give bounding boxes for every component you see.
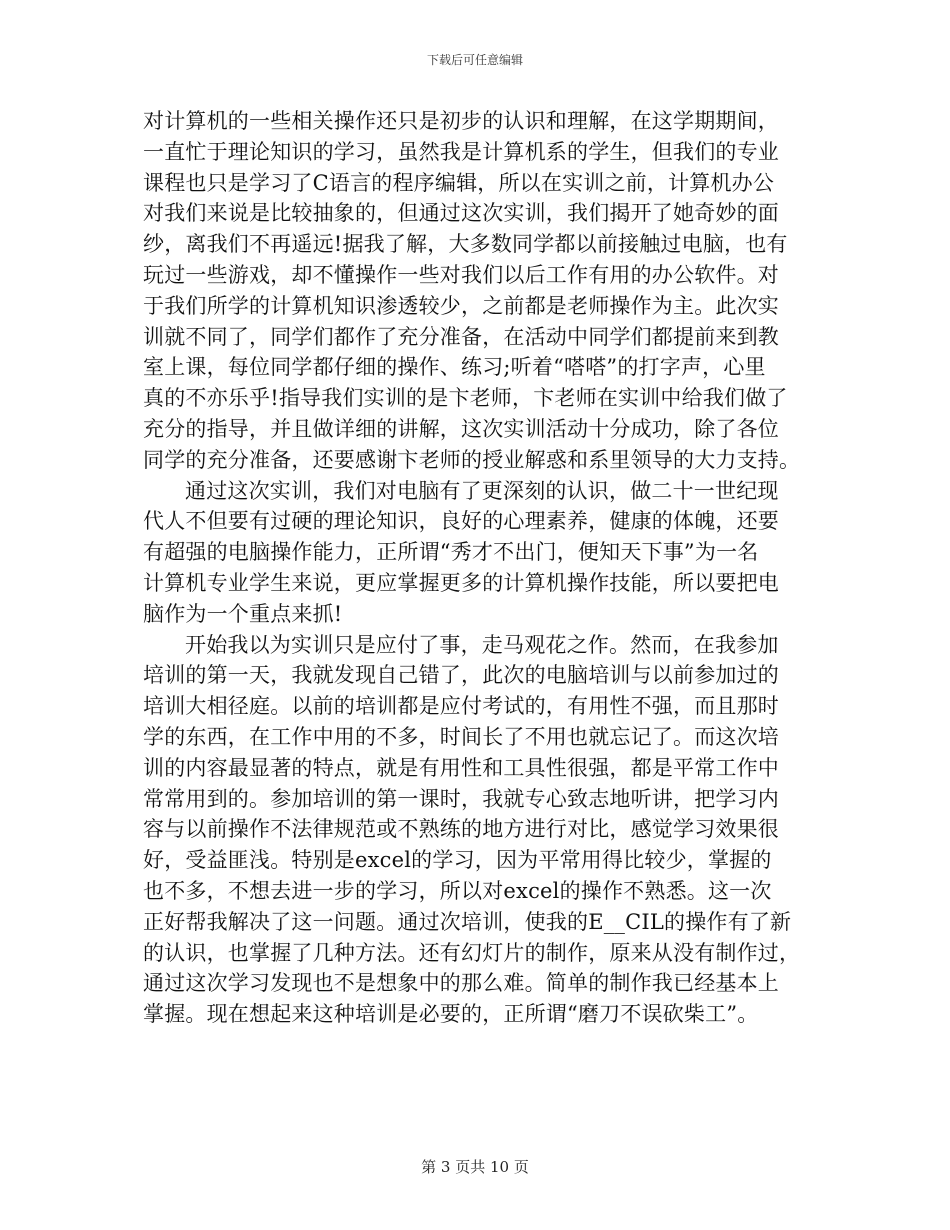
text-line: 对我们来说是比较抽象的，但通过这次实训，我们揭开了她奇妙的面 [143, 201, 779, 226]
page-header: 下载后可任意编辑 [426, 53, 523, 67]
text-line: 学的东西，在工作中用的不多，时间长了不用也就忘记了。而这次培 [143, 724, 779, 749]
paragraph-2 [143, 476, 813, 630]
page-number-footer: 第 3 页共 10 页 [421, 1158, 529, 1176]
text-line: 容与以前操作不法律规范或不熟练的地方进行对比，感觉学习效果很 [143, 817, 779, 842]
text-line-first: 开始我以为实训只是应付了事，走马观花之作。然而，在我参加 [185, 632, 779, 657]
text-line: 好，受益匪浅。特别是excel的学习，因为平常用得比较少，掌握的 [143, 848, 772, 873]
text-line: 有超强的电脑操作能力，正所谓“秀才不出门，便知天下事”为一名 [143, 540, 759, 565]
text-line: 一直忙于理论知识的学习，虽然我是计算机系的学生，但我们的专业 [143, 139, 779, 164]
paragraph-3 [143, 630, 813, 1030]
text-line: 训就不同了，同学们都作了充分准备，在活动中同学们都提前来到教 [143, 324, 779, 349]
text-line: 于我们所学的计算机知识渗透较少，之前都是老师操作为主。此次实 [143, 293, 779, 318]
text-line: 通过这次学习发现也不是想象中的那么难。简单的制作我已经基本上 [143, 971, 779, 996]
text-line: 室上课，每位同学都仔细的操作、练习;听着“嗒嗒”的打字声，心里 [143, 355, 766, 380]
text-line: 培训的第一天，我就发现自己错了，此次的电脑培训与以前参加过的 [143, 663, 779, 688]
text-line: 同学的充分准备，还要感谢卞老师的授业解惑和系里领导的大力支持。 [143, 447, 801, 472]
text-line: 常常用到的。参加培训的第一课时，我就专心致志地听讲，把学习内 [143, 786, 779, 811]
text-line: 纱，离我们不再遥远!据我了解，大多数同学都以前接触过电脑，也有 [143, 232, 788, 257]
text-line: 正好帮我解决了这一问题。通过次培训，使我的E__CIL的操作有了新 [143, 909, 792, 934]
document-body [143, 106, 813, 1030]
text-line: 脑作为一个重点来抓! [143, 601, 343, 626]
paragraph-1 [143, 106, 813, 476]
text-line: 真的不亦乐乎!指导我们实训的是卞老师，卞老师在实训中给我们做了 [143, 386, 788, 411]
text-line: 训的内容最显著的特点，就是有用性和工具性很强，都是平常工作中 [143, 755, 779, 780]
text-line: 也不多，不想去进一步的学习，所以对excel的操作不熟悉。这一次 [143, 878, 772, 903]
text-line: 玩过一些游戏，却不懂操作一些对我们以后工作有用的办公软件。对 [143, 262, 779, 287]
text-line: 计算机专业学生来说，更应掌握更多的计算机操作技能，所以要把电 [143, 570, 779, 595]
text-line: 充分的指导，并且做详细的讲解，这次实训活动十分成功，除了各位 [143, 416, 779, 441]
text-line: 培训大相径庭。以前的培训都是应付考试的，有用性不强，而且那时 [143, 694, 779, 719]
text-line: 的认识，也掌握了几种方法。还有幻灯片的制作，原来从没有制作过， [143, 940, 801, 965]
text-line: 代人不但要有过硬的理论知识，良好的心理素养，健康的体魄，还要 [143, 509, 779, 534]
text-line: 对计算机的一些相关操作还只是初步的认识和理解，在这学期期间， [143, 109, 779, 133]
text-line-first: 通过这次实训，我们对电脑有了更深刻的认识，做二十一世纪现 [185, 478, 779, 503]
text-line: 课程也只是学习了C语言的程序编辑，所以在实训之前，计算机办公 [143, 170, 775, 195]
text-line: 掌握。现在想起来这种培训是必要的，正所谓“磨刀不误砍柴工”。 [143, 1002, 759, 1027]
